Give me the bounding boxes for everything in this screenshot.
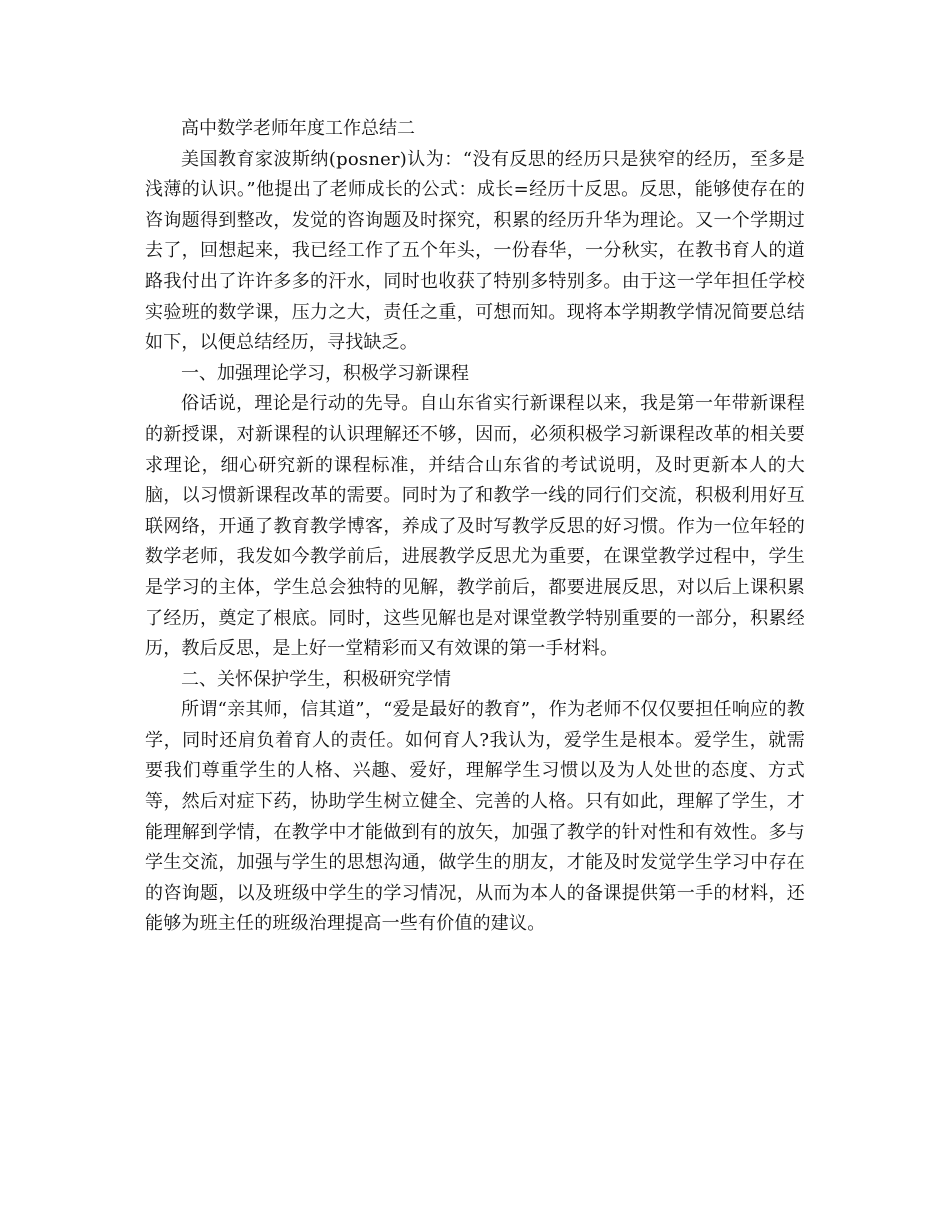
section-2-heading: 二、关怀保护学生，积极研究学情 <box>181 668 451 690</box>
section-1-heading: 一、加强理论学习，积极学习新课程 <box>181 362 469 384</box>
section-1-paragraph: 俗话说，理论是行动的先导。自山东省实行新课程以来，我是第一年带新课程的新授课，对新课程的认识理解还不够，因而，必须积极学习新课程改革的相关要求理论，细心研究新的课程标准，并结合山东省的考试说明，及时更新本人的大脑，以习惯新课程改革的需要。同时为了和教学一线的同行们交流，积极利用好互联网络，开通了教育教学博客，养成了及时写教学反思的好习惯。作为一位年轻的数学老师，我发如今教学前后，进展教学反思尤为重要，在课堂教学过程中，学生是学习的主体，学生总会独特的见解，教学前后，都要进展反思，对以后上课积累了经历，奠定了根底。同时，这些见解也是对课堂教学特别重要的一部分，积累经历，教后反思，是上好一堂精彩而又有效课的第一手材料。 <box>145 393 805 660</box>
intro-paragraph: 美国教育家波斯纳(posner)认为：“没有反思的经历只是狭窄的经历，至多是浅薄的认识。”他提出了老师成长的公式：成长=经历十反思。反思，能够使存在的咨询题得到整改，发觉的咨询题及时探究，积累的经历升华为理论。又一个学期过去了，回想起来，我已经工作了五个年头，一份春华，一分秋实，在教书育人的道路我付出了许许多多的汗水，同时也收获了特别多特别多。由于这一学年担任学校实验班的数学课，压力之大，责任之重，可想而知。现将本学期教学情况简要总结如下，以便总结经历，寻找缺乏。 <box>145 148 805 354</box>
document-title: 高中数学老师年度工作总结二 <box>181 118 415 139</box>
section-2-paragraph: 所谓“亲其师，信其道”，“爱是最好的教育”，作为老师不仅仅要担任响应的教学，同时还肩负着育人的责任。如何育人?我认为，爱学生是根本。爱学生，就需要我们尊重学生的人格、兴趣、爱好，理解学生习惯以及为人处世的态度、方式等，然后对症下药，协助学生树立健全、完善的人格。只有如此，理解了学生，才能理解到学情，在教学中才能做到有的放矢，加强了教学的针对性和有效性。多与学生交流，加强与学生的思想沟通，做学生的朋友，才能及时发觉学生学习中存在的咨询题，以及班级中学生的学习情况，从而为本人的备课提供第一手的材料，还能够为班主任的班级治理提高一些有价值的建议。 <box>145 699 805 935</box>
document-page <box>145 114 805 940</box>
